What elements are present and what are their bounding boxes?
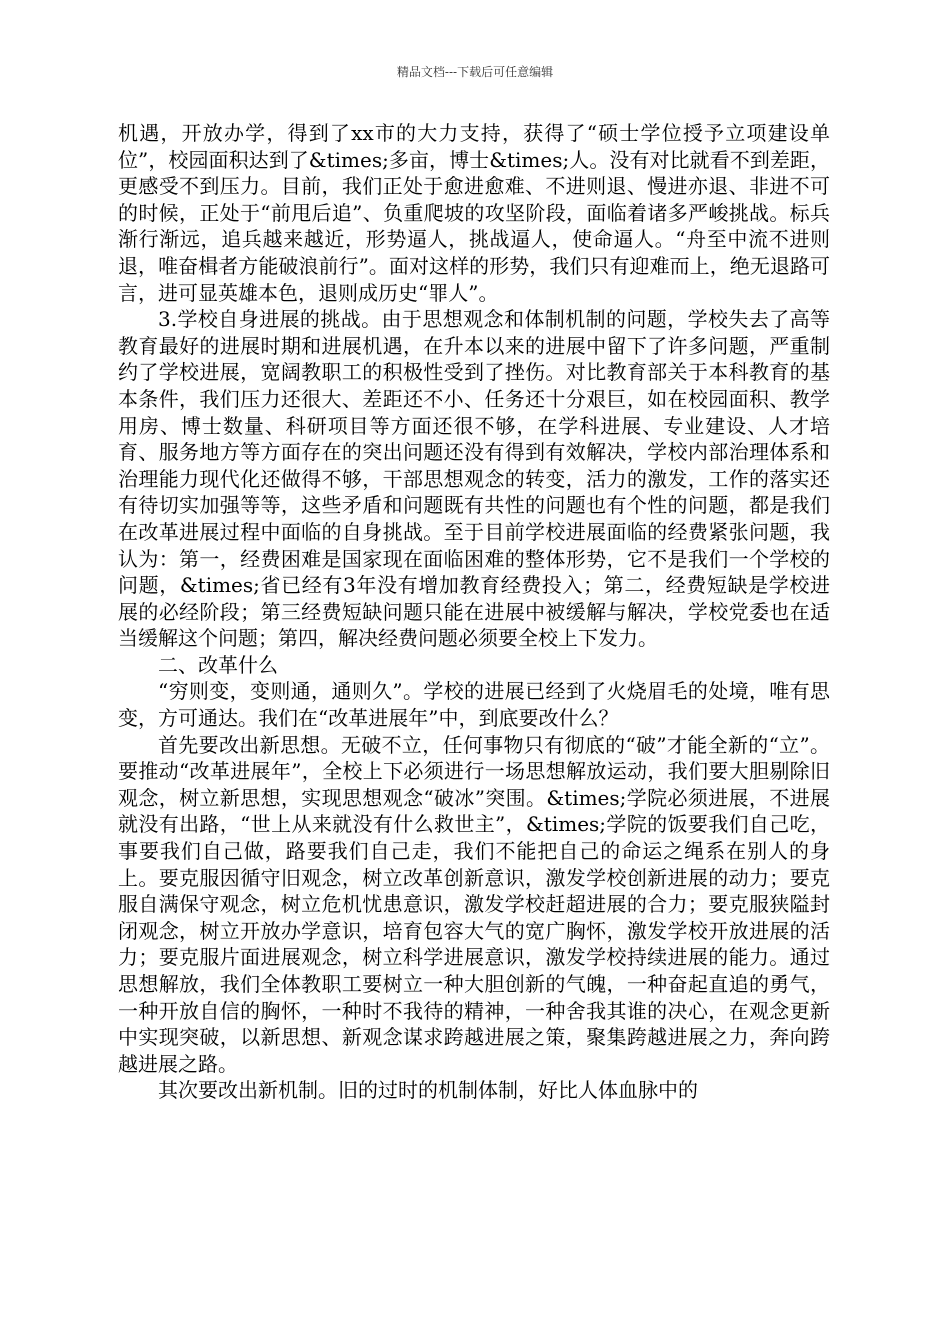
section-heading-what-to-reform: 二、改革什么: [158, 652, 278, 677]
document-body: [118, 120, 830, 1104]
paragraph-new-mechanism: 其次要改出新机制。旧的过时的机制体制，好比人体血脉中的: [158, 1078, 698, 1103]
paragraph-new-thinking: 首先要改出新思想。无破不立，任何事物只有彻底的“破”才能全新的“立”。要推动“改革进展年”，全校上下必须进行一场思想解放运动，我们要大胆剔除旧观念，树立新思想，实现思想观念“破冰”突围。&times;学院必须进展，不进展就没有出路，“世上从来就没有什么救世主”，&times;学院的饭要我们自己吃，事要我们自己做，路要我们自己走，我们不能把自己的命运之绳系在别人的身上。要克服因循守旧观念，树立改革创新意识，激发学校创新进展的动力；要克服自满保守观念，树立危机忧患意识，激发学校赶超进展的合力；要克服狭隘封闭观念，树立开放办学意识，培育包容大气的宽广胸怀，激发学校开放进展的活力；要克服片面进展观念，树立科学进展意识，激发学校持续进展的能力。通过思想解放，我们全体教职工要树立一种大胆创新的气魄，一种奋起直追的勇气，一种开放自信的胸怀，一种时不我待的精神，一种舍我其谁的决心，在观念更新中实现突破，以新思想、新观念谋求跨越进展之策，聚集跨越进展之力，奔向跨越进展之路。: [118, 732, 830, 1076]
page-header: 精品文档---下载后可任意编辑: [396, 65, 554, 79]
paragraph-opportunity-pressure: 机遇，开放办学，得到了xx市的大力支持，获得了“硕士学位授予立项建设单位”，校园面积达到了&times;多亩，博士&times;人。没有对比就看不到差距，更感受不到压力。目前，我们正处于愈进愈难、不进则退、慢进亦退、非进不可的时候，正处于“前甩后追”、负重爬坡的攻坚阶段，面临着诸多严峻挑战。标兵渐行渐远，追兵越来越近，形势逼人，挑战逼人，使命逼人。“舟至中流不进则退，唯奋楫者方能破浪前行”。面对这样的形势，我们只有迎难而上，绝无退路可言，进可显英雄本色，退则成历史“罪人”。: [118, 121, 830, 305]
paragraph-change-leads-through: “穷则变，变则通，通则久”。学校的进展已经到了火烧眉毛的处境，唯有思变，方可通达。我们在“改革进展年”中，到底要改什么？: [118, 679, 830, 731]
paragraph-self-development-challenge: 3.学校自身进展的挑战。由于思想观念和体制机制的问题，学校失去了高等教育最好的进展时期和进展机遇，在升本以来的进展中留下了许多问题，严重制约了学校进展，宽阔教职工的积极性受到了挫伤。对比教育部关于本科教育的基本条件，我们压力还很大、差距还不小、任务还十分艰巨，如在校园面积、教学用房、博士数量、科研项目等方面还很不够，在学科进展、专业建设、人才培育、服务地方等方面存在的突出问题还没有得到有效解决，学校内部治理体系和治理能力现代化还做得不够，干部思想观念的转变，活力的激发，工作的落实还有待切实加强等等，这些矛盾和问题既有共性的问题也有个性的问题，都是我们在改革进展过程中面临的自身挑战。至于目前学校进展面临的经费紧张问题，我认为：第一，经费困难是国家现在面临困难的整体形势，它不是我们一个学校的问题，&times;省已经有3年没有增加教育经费投入；第二，经费短缺是学校进展的必经阶段；第三经费短缺问题只能在进展中被缓解与解决，学校党委也在适当缓解这个问题；第四，解决经费问题必须要全校上下发力。: [118, 307, 830, 651]
